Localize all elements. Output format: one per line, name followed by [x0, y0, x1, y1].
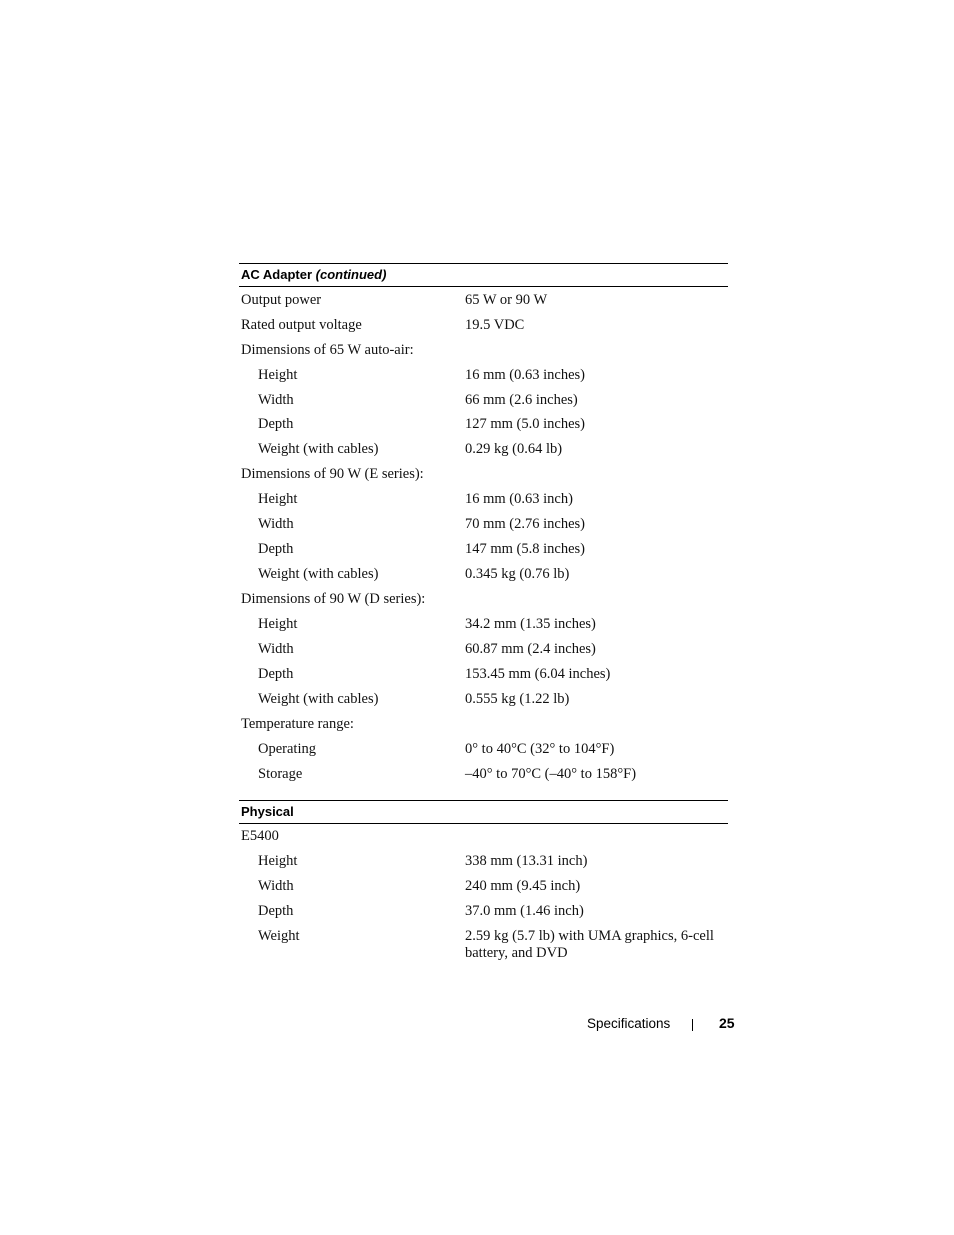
row-label: Output power [241, 292, 322, 308]
row-value: 153.45 mm (6.04 inches) [465, 666, 611, 682]
table-row [0, 766, 954, 791]
row-label: Height [258, 853, 298, 869]
row-label: Operating [258, 741, 316, 757]
row-value: –40° to 70°C (–40° to 158°F) [465, 766, 637, 782]
row-value: 2.59 kg (5.7 lb) with UMA graphics, 6-cell battery, and DVD [465, 928, 714, 961]
table-row [0, 367, 954, 392]
table-row [0, 491, 954, 516]
row-value: 0° to 40°C (32° to 104°F) [465, 741, 615, 757]
row-value: 338 mm (13.31 inch) [465, 853, 588, 869]
table-row [0, 392, 954, 417]
row-value: 60.87 mm (2.4 inches) [465, 641, 596, 657]
row-label: Depth [258, 416, 294, 432]
table-row [0, 342, 954, 367]
physical-heading [239, 800, 728, 824]
table-row [0, 441, 954, 466]
row-label: Height [258, 491, 298, 507]
row-value: 66 mm (2.6 inches) [465, 392, 578, 408]
row-value: 19.5 VDC [465, 317, 525, 333]
row-label: Weight (with cables) [258, 441, 379, 457]
row-label: Storage [258, 766, 303, 782]
table-row [0, 691, 954, 716]
table-row [0, 903, 954, 928]
table-row [0, 541, 954, 566]
row-label: Depth [258, 666, 294, 682]
row-value: 65 W or 90 W [465, 292, 548, 308]
table-row [0, 716, 954, 741]
row-value: 70 mm (2.76 inches) [465, 516, 586, 532]
row-label: Dimensions of 90 W (E series): [241, 466, 424, 482]
page-number: 25 [719, 1015, 735, 1031]
row-value: 0.29 kg (0.64 lb) [465, 441, 563, 457]
ac-adapter-heading [239, 263, 728, 287]
row-value: 16 mm (0.63 inch) [465, 491, 573, 507]
table-row [0, 591, 954, 616]
row-label: Dimensions of 90 W (D series): [241, 591, 426, 607]
row-label: Dimensions of 65 W auto-air: [241, 342, 414, 358]
row-value: 127 mm (5.0 inches) [465, 416, 586, 432]
table-row [0, 292, 954, 317]
row-label: Width [258, 516, 294, 532]
table-row [0, 878, 954, 903]
table-row [0, 853, 954, 878]
row-label: Weight (with cables) [258, 566, 379, 582]
table-row [0, 566, 954, 591]
footer-section-label: Specifications [587, 1016, 671, 1031]
row-value: 240 mm (9.45 inch) [465, 878, 581, 894]
row-value: 37.0 mm (1.46 inch) [465, 903, 584, 919]
table-row [0, 828, 954, 853]
row-value: 34.2 mm (1.35 inches) [465, 616, 596, 632]
row-label: Depth [258, 541, 294, 557]
table-row [0, 466, 954, 491]
row-label: Width [258, 392, 294, 408]
table-row [0, 666, 954, 691]
row-label: Width [258, 878, 294, 894]
row-value: 16 mm (0.63 inches) [465, 367, 586, 383]
table-row [0, 741, 954, 766]
row-label: Weight [258, 928, 300, 944]
table-row [0, 928, 954, 968]
row-label: Height [258, 367, 298, 383]
table-row [0, 641, 954, 666]
row-value: 0.555 kg (1.22 lb) [465, 691, 570, 707]
row-value: 0.345 kg (0.76 lb) [465, 566, 570, 582]
ac-adapter-heading-text: AC Adapter [241, 267, 313, 282]
row-label: E5400 [241, 828, 279, 844]
row-label: Height [258, 616, 298, 632]
row-label: Weight (with cables) [258, 691, 379, 707]
table-row [0, 516, 954, 541]
physical-heading-text: Physical [241, 804, 294, 819]
table-row [0, 416, 954, 441]
row-label: Rated output voltage [241, 317, 362, 333]
table-row [0, 317, 954, 342]
row-value: 147 mm (5.8 inches) [465, 541, 586, 557]
table-row [0, 616, 954, 641]
ac-adapter-heading-suffix: (continued) [315, 267, 387, 282]
footer-divider [692, 1019, 693, 1031]
row-label: Depth [258, 903, 294, 919]
row-label: Temperature range: [241, 716, 354, 732]
row-label: Width [258, 641, 294, 657]
